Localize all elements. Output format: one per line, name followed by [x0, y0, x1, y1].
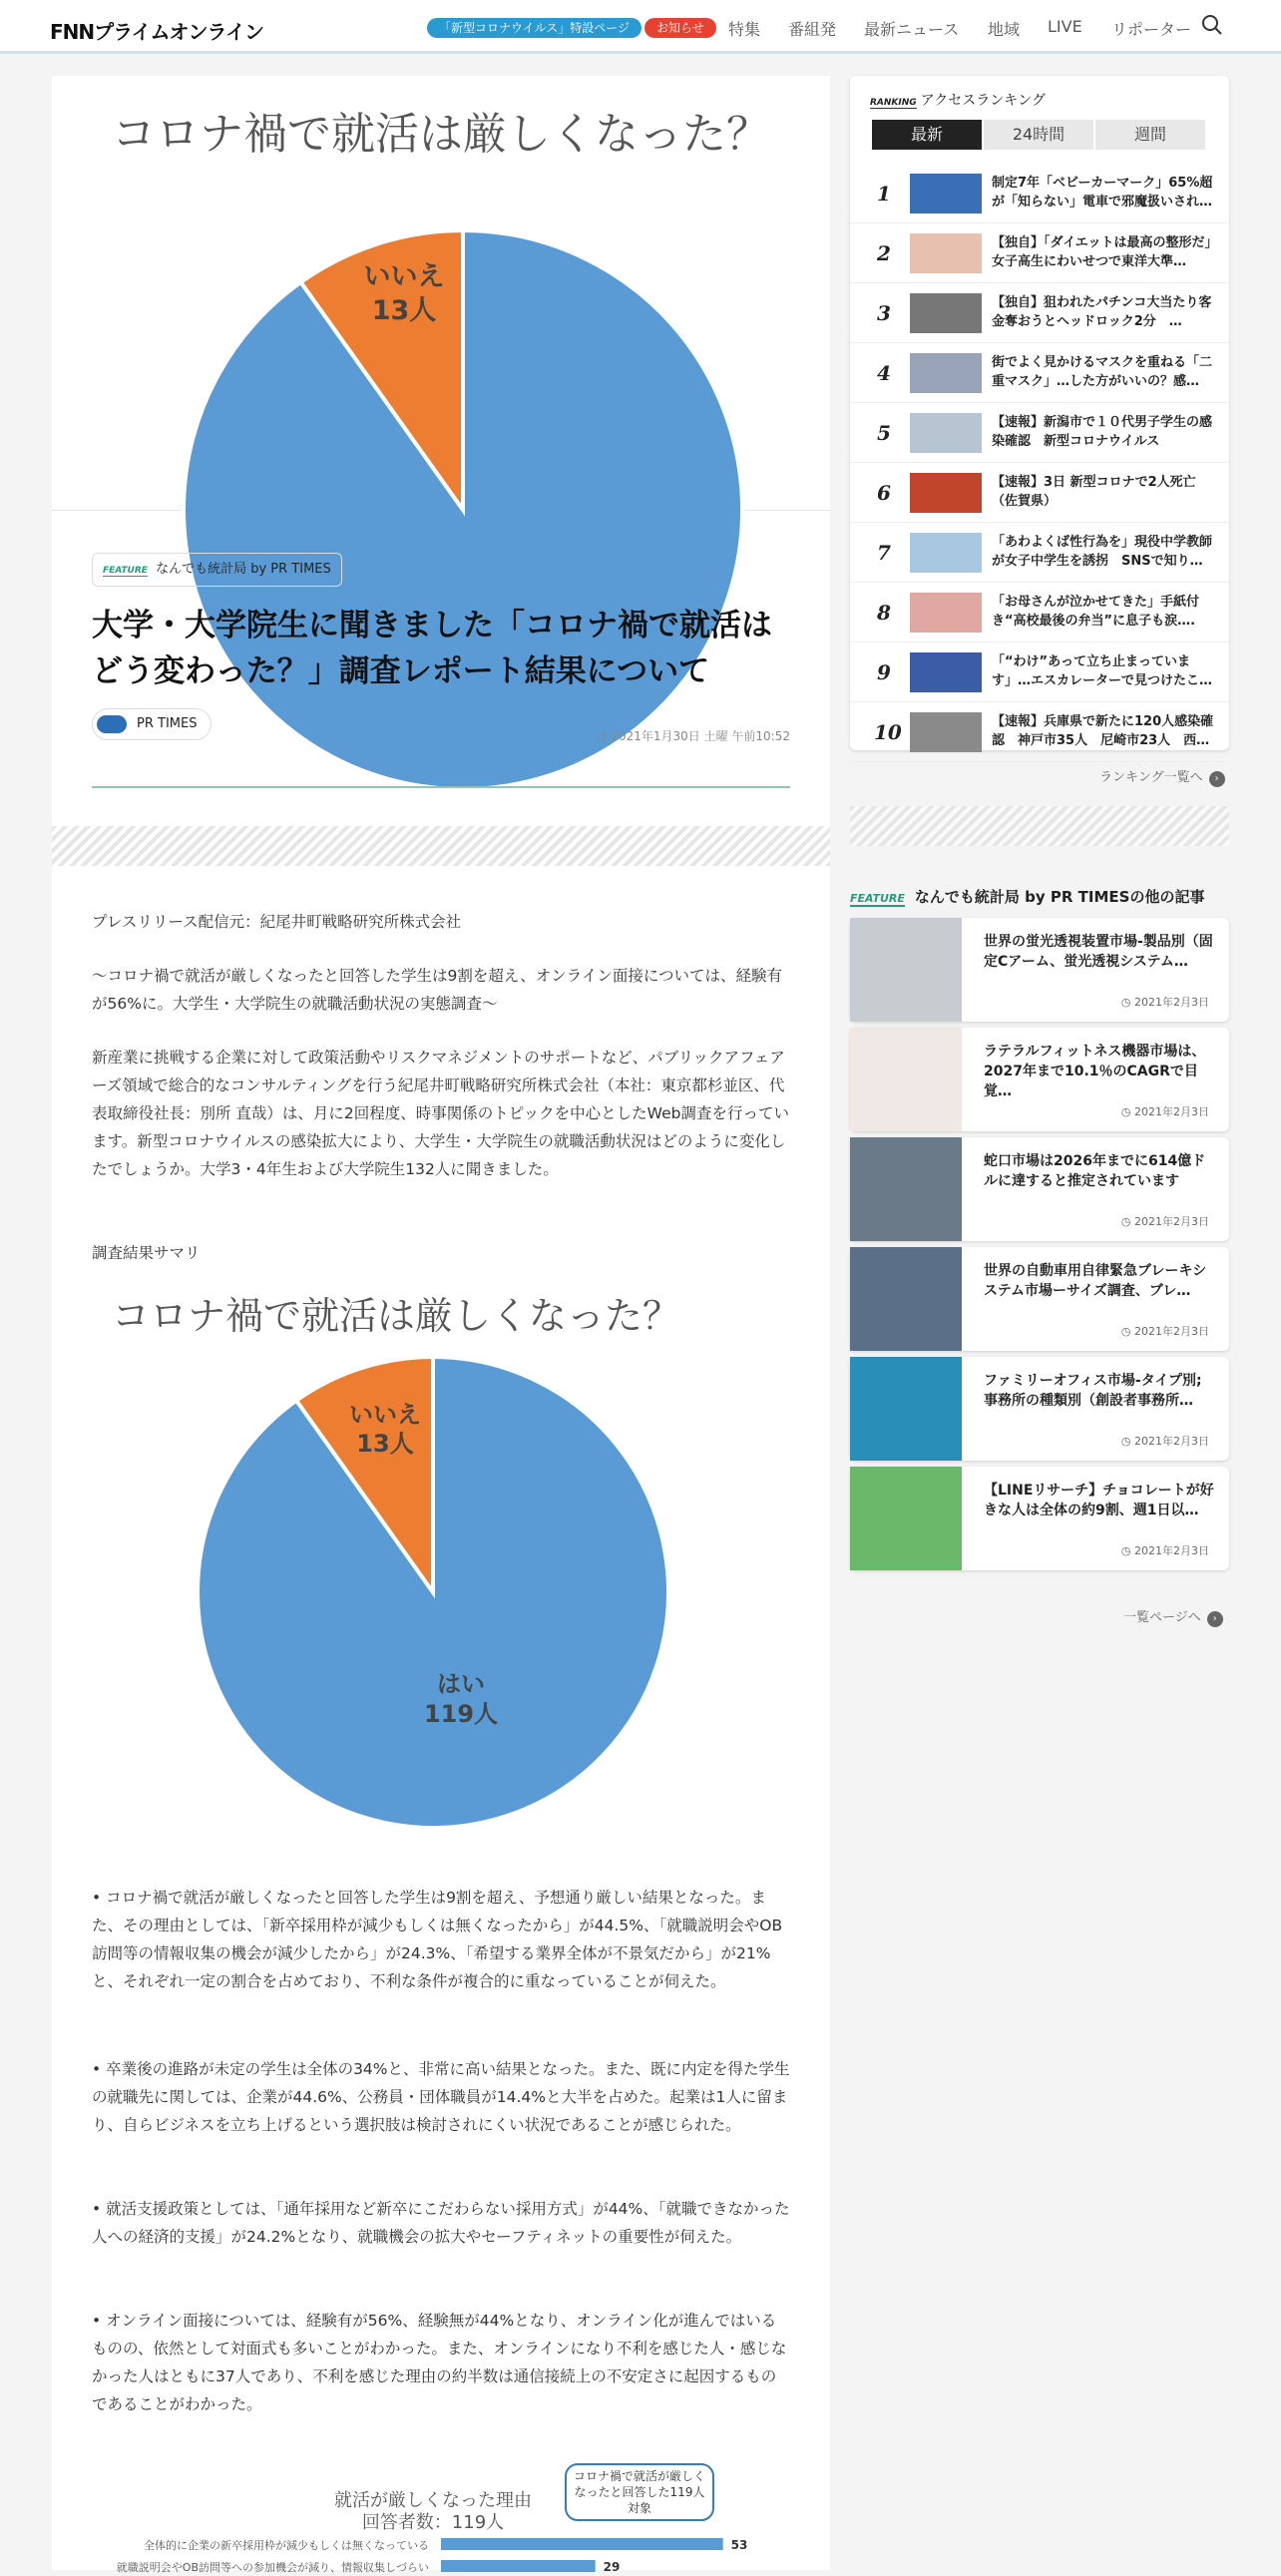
bullet-4: • オンライン面接については、経験有が56%、経験無が44%となり、オンライン化が進んではいるものの、依然として対面式も多いことがわかった。また、オンラインになり不利を感じた人・感じなかった人はともに37人であり、不利を感じた理由の約半数は通信接続上の不安定さに起因するものであることがわかった。: [92, 2312, 787, 2413]
bar-value-label: 53: [730, 2538, 748, 2552]
ranking-item[interactable]: [850, 403, 1229, 463]
feature-card[interactable]: [850, 1247, 1229, 1351]
rank-thumbnail: [910, 353, 982, 393]
rank-thumbnail: [910, 233, 982, 273]
card-date: ◷ 2021年2月3日: [1121, 1542, 1209, 1558]
rank-title: 【独自】「ダイエットは最高の整形だ」女子高生にわいせつで東洋大準…: [992, 235, 1211, 269]
ranking-item[interactable]: [850, 523, 1229, 583]
feature-tag-label: なんでも統計局 by PR TIMES: [156, 562, 331, 577]
card-title: 【LINEリサーチ】チョコレートが好きな人は全体の約9割、週1日以…: [984, 1483, 1214, 1518]
search-icon[interactable]: [1201, 14, 1223, 36]
special-page-pill[interactable]: 「新型コロナウイルス」特設ページ: [427, 18, 641, 38]
ad-placeholder: [52, 826, 830, 866]
ranking-item[interactable]: [850, 343, 1229, 403]
article-date: [591, 727, 790, 744]
ranking-item[interactable]: [850, 643, 1229, 702]
pie-label-yes-count: 119人: [423, 1700, 499, 1728]
bar: [441, 2560, 596, 2572]
pie-label-no: いいえ: [349, 1401, 421, 1429]
nav-latest-news[interactable]: 最新ニュース: [864, 20, 960, 39]
paragraph-2: ～コロナ禍で就活が厳しくなったと回答した学生は9割を超え、オンライン面接については、経験有が56%に。大学生・大学院生の就職活動状況の実態調査～: [92, 967, 783, 1013]
rank-number: 3: [877, 301, 891, 325]
notice-pill[interactable]: お知らせ: [644, 18, 716, 38]
tab-weekly[interactable]: 週間: [1095, 120, 1205, 150]
summary-chart-title: コロナ禍で就活は厳しくなった？: [111, 1294, 680, 1338]
rank-thumbnail: [910, 533, 982, 573]
rank-number: 6: [877, 481, 891, 505]
chevron-right-icon: ›: [1207, 1611, 1223, 1627]
feature-more-label: 一覧ページへ: [1123, 1610, 1201, 1625]
rank-number: 2: [877, 241, 891, 265]
feature-section-title: なんでも統計局 by PR TIMESの他の記事: [914, 888, 1205, 906]
nav-region[interactable]: 地域: [988, 20, 1021, 39]
card-title: 世界の自動車用自律緊急ブレーキシステム市場ーサイズ調査、ブレ…: [984, 1263, 1207, 1299]
card-title: 世界の蛍光透視装置市場-製品別（固定Cアーム、蛍光透視システム…: [984, 934, 1213, 970]
rank-thumbnail: [910, 413, 982, 453]
hero-pie-label-no-count: 13人: [371, 295, 437, 326]
pie-label-no-count: 13人: [356, 1430, 414, 1458]
rank-thumbnail: [910, 712, 982, 752]
bullet-1: • コロナ禍で就活が厳しくなったと回答した学生は9割を超え、予想通り厳しい結果となった。また、その理由としては、「新卒採用枠が減少もしくは無くなったから」が44.5%、「就職説明会やOB訪問等の情報収集の機会が減少したから」が24.3%、「希望する業界全体が不景気だから」が21%と、それぞれ一定の割合を占めており、不利な条件が複合的に重なっていることが伺えた。: [92, 1889, 783, 1990]
rank-thumbnail: [910, 293, 982, 333]
callout-text: コロナ禍で就活が厳しくなったと回答した119人対象: [573, 2469, 705, 2515]
rank-number: 10: [874, 720, 902, 744]
card-thumbnail: [850, 918, 962, 1022]
rank-number: 1: [877, 182, 891, 206]
rank-thumbnail: [910, 652, 982, 692]
card-thumbnail: [850, 1247, 962, 1351]
card-title: 蛇口市場は2026年までに614億ドルに達すると推定されています: [984, 1153, 1206, 1189]
ranking-box: [850, 76, 1229, 750]
nav-feature[interactable]: 特集: [728, 20, 761, 39]
site-logo[interactable]: FNNプライムオンライン: [50, 20, 263, 44]
summary-pie-svg: [52, 1353, 830, 1852]
rank-number: 7: [877, 541, 891, 565]
article-date-text: 2021年1月30日 土曜 午前10:52: [611, 729, 790, 743]
rank-title: 街でよく見かけるマスクを重ねる「二重マスク」…した方がいいの？感…: [992, 355, 1213, 389]
rank-title: 制定7年「ベビーカーマーク」65%超が「知らない」電車で邪魔扱いされ…: [992, 176, 1213, 210]
card-date: ◷ 2021年2月3日: [1121, 994, 1209, 1010]
ranking-item[interactable]: [850, 223, 1229, 283]
nav-reporter[interactable]: リポーター: [1111, 20, 1192, 39]
rank-number: 9: [877, 660, 891, 684]
card-date: ◷ 2021年2月3日: [1121, 1213, 1209, 1229]
rank-number: 4: [877, 361, 891, 385]
feature-card[interactable]: [850, 1467, 1229, 1570]
rank-thumbnail: [910, 593, 982, 633]
hero-pie-svg: [52, 76, 830, 511]
card-thumbnail: [850, 1028, 962, 1131]
bar-category-label: 全体的に企業の新卒採用枠が減少もしくは無くなっている: [144, 2539, 429, 2552]
reason-bar-chart: [92, 2456, 790, 2576]
feature-tag[interactable]: [92, 553, 342, 587]
sidebar-ad-placeholder: [850, 806, 1229, 846]
ranking-item[interactable]: [850, 283, 1229, 343]
rank-title: 【速報】兵庫県で新たに120人感染確認 神戸市35人 尼崎市23人 西…: [992, 714, 1214, 748]
bar-value-label: 29: [603, 2560, 621, 2574]
ranking-title: アクセスランキング: [920, 93, 1046, 109]
rank-title: 【速報】新潟市で１０代男子学生の感染確認 新型コロナウイルス: [992, 415, 1213, 449]
summary-label: 調査結果サマリ: [92, 1244, 201, 1262]
bar-chart-title: 就活が厳しくなった理由: [334, 2490, 532, 2511]
card-thumbnail: [850, 1467, 962, 1570]
bar: [441, 2538, 723, 2550]
tab-24h[interactable]: 24時間: [984, 120, 1093, 150]
feature-card[interactable]: [850, 1028, 1229, 1131]
card-title: ラテラルフィットネス機器市場は、2027年まで10.1％のCAGRで目覚…: [984, 1044, 1206, 1099]
hero-chart: [52, 76, 830, 511]
clock-icon: ◷: [597, 729, 612, 743]
card-date: ◷ 2021年2月3日: [1121, 1433, 1209, 1449]
ranking-item[interactable]: [850, 583, 1229, 643]
bullet-3: • 就活支援政策としては、「通年採用など新卒にこだわらない採用方式」が44%、「就職できなかった人への経済的支援」が24.2%となり、就職機会の拡大やセーフティネットの重要性が伺えた。: [92, 2200, 790, 2246]
feature-card[interactable]: [850, 1357, 1229, 1461]
article-headline: 大学・大学院生に聞きました「コロナ禍で就活はどう変わった？」調査レポート結果について: [92, 608, 772, 689]
bar-chart-subtitle: 回答者数：119人: [361, 2512, 505, 2533]
hero-pie-label-no: いいえ: [363, 261, 445, 292]
feature-card[interactable]: [850, 1137, 1229, 1241]
rank-number: 8: [877, 601, 891, 625]
card-date: ◷ 2021年2月3日: [1121, 1103, 1209, 1119]
rank-title: 「あわよくば性行為を」現役中学教師が女子中学生を誘拐 SNSで知り…: [992, 535, 1213, 569]
hero-chart-title: コロナ禍で就活は厳しくなった？: [112, 109, 770, 160]
rank-title: 【速報】3日 新型コロナで2人死亡（佐賀県）: [992, 475, 1196, 509]
rank-title: 「“わけ”あって立ち止まっています」…エスカレーターで見つけたこ…: [992, 654, 1213, 688]
card-date: ◷ 2021年2月3日: [1121, 1323, 1209, 1339]
feature-section-header: [850, 886, 1204, 907]
source-name: PR TIMES: [137, 716, 198, 731]
ranking-tabs: [872, 120, 1207, 150]
ranking-item[interactable]: [850, 164, 1229, 223]
ranking-item[interactable]: [850, 702, 1229, 762]
feature-more-link[interactable]: [1123, 1606, 1223, 1627]
divider: [92, 786, 790, 788]
ranking-header: [870, 90, 1046, 110]
feature-badge: FEATURE: [103, 566, 148, 576]
tab-latest[interactable]: 最新: [872, 120, 982, 150]
chevron-right-icon: ›: [1209, 771, 1225, 787]
feature-card[interactable]: [850, 918, 1229, 1022]
pie-label-yes: はい: [437, 1670, 485, 1698]
bullet-2: • 卒業後の進路が未定の学生は全体の34%と、非常に高い結果となった。また、既に内定を得た学生の就職先に関しては、企業が44.6%、公務員・団体職員が14.4%と大半を占めた。起業は1人に留まり、自らビジネスを立ち上げるという選択肢は検討されにくい状況であることが感じられた。: [92, 2060, 790, 2134]
paragraph-1: プレスリリース配信元：紀尾井町戦略研究所株式会社: [92, 913, 462, 931]
nav-live[interactable]: LIVE: [1048, 17, 1082, 36]
pr-times-logo-icon: [97, 715, 127, 733]
rank-thumbnail: [910, 174, 982, 214]
feature-section-badge: FEATURE: [850, 892, 905, 905]
site-header: [0, 0, 1281, 54]
source-badge[interactable]: [92, 708, 212, 740]
article-column: [52, 76, 830, 2574]
ranking-more-link[interactable]: [1099, 766, 1225, 787]
paragraph-3: 新産業に挑戦する企業に対して政策活動やリスクマネジメントのサポートなど、パブリックアフェアーズ領域で総合的なコンサルティングを行う紀尾井町戦略研究所株式会社（本社：東京都杉並区、代表取締役社長：別所 直哉）は、月に2回程度、時事関係のトピックを中心としたWeb調査を行っています。新型コロナウイルスの感染拡大により、大学生・大学院生の就職活動状況はどのように変化したでしょうか。大学3・4年生および大学院生132人に聞きました。: [92, 1049, 789, 1178]
ranking-badge: RANKING: [870, 98, 917, 108]
ranking-more-label: ランキング一覧へ: [1099, 770, 1203, 785]
bar-category-label: 就職説明会やOB訪問等への参加機会が減り、情報収集しづらい: [116, 2561, 429, 2574]
nav-programs[interactable]: 番組発: [788, 20, 837, 39]
rank-number: 5: [877, 421, 891, 445]
card-thumbnail: [850, 1357, 962, 1461]
rank-thumbnail: [910, 473, 982, 513]
callout-text-wrap: [569, 2468, 710, 2520]
rank-title: 「お母さんが泣かせてきた」手紙付き“高校最後の弁当”に息子も涙….: [992, 595, 1200, 629]
rank-title: 【独自】狙われたパチンコ大当たり客 金奪おうとヘッドロック2分 …: [992, 295, 1225, 329]
ranking-item[interactable]: [850, 463, 1229, 523]
card-title: ファミリーオフィス市場-タイプ別;事務所の種類別（創設者事務所…: [984, 1373, 1202, 1409]
card-thumbnail: [850, 1137, 962, 1241]
